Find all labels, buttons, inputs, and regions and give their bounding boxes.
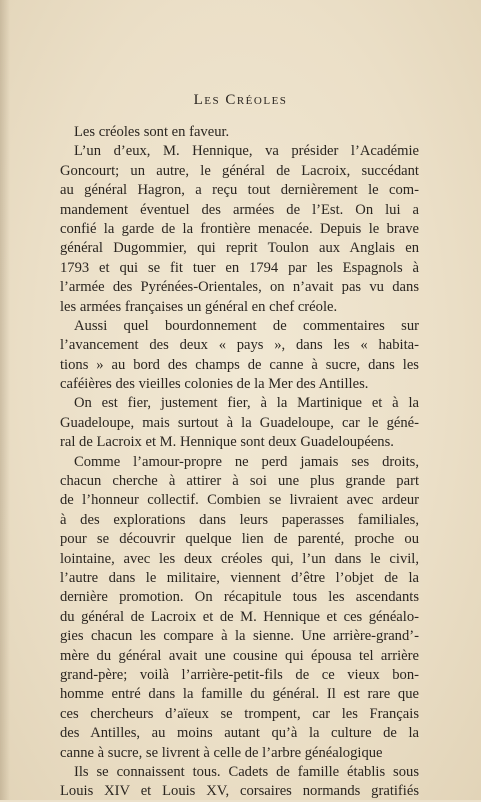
text-line: du général de Lacroix et de M. Hennique et ces généalo- [60,608,419,625]
text-line: pour se découvrir quelque lien de parenté, proche ou [60,531,419,548]
text-line: homme entré dans la famille du général. Il est rare que [60,686,419,703]
text-line: Louis XIV et Louis XV, corsaires normands gratifiés [60,783,419,800]
text-line: l’avancement des deux « pays », dans les « habita- [60,337,419,354]
text-line: chacun cherche à attirer à soi une plus grande part [60,473,419,490]
text-line: Guadeloupe, mais surtout à la Guadeloupe, car le géné- [60,414,419,431]
text-line: au général Hagron, a reçu tout dernièrement le com- [60,182,419,199]
text-line: des Antilles, au moins autant qu’à la culture de la [60,725,419,742]
text-line: Les créoles sont en faveur. [74,124,230,140]
text-line: Ils se connaissent tous. Cadets de famille établis sous [74,763,419,780]
text-line: confié la garde de la frontière menacée. Depuis le brave [60,220,419,237]
text-line: l’armée des Pyrénées-Orientales, on n’avait pas vu dans [60,279,419,296]
text-line: les armées françaises un général en chef créole. [60,298,338,315]
text-line: mandement éventuel des armées de l’Est. On lui a [60,201,419,218]
text-line: ces chercheurs d’aïeux se trompent, car les Français [60,705,419,722]
text-line: caféières des vieilles colonies de la Mer des Antilles. [60,376,369,393]
text-line: Goncourt; un autre, le général de Lacroix, succédant [60,162,419,179]
text-line: canne à sucre, se livrent à celle de l’arbre généalogique [60,744,383,761]
text-line: grand-père; voilà l’arrière-petit-fils de ce vieux bon- [60,666,419,683]
body-text [60,123,419,802]
running-head: Les Créoles [193,92,288,108]
text-line: Comme l’amour-propre ne perd jamais ses droits, [74,453,419,470]
text-line: mère du général avait une cousine qui épousa tel arrière [60,647,419,664]
text-line: l’autre dans le militaire, viennent d’être l’objet de la [60,569,419,586]
text-line: à des explorations dans leurs paperasses familiales, [60,511,419,528]
text-line: dernière promotion. On récapitule tous les ascendants [60,589,419,606]
text-line: gies chacun les compare à la sienne. Une arrière-grand’- [60,628,419,645]
text-line: On est fier, justement fier, à la Martinique et à la [74,395,419,412]
text-line: Aussi quel bourdonnement de commentaires sur [74,317,419,334]
text-line: lointaine, avec les deux créoles qui, l’un dans le civil, [60,550,419,567]
text-line: tions » au bord des champs de canne à sucre, dans les [60,356,419,373]
text-line: général Dugommier, qui reprit Toulon aux Anglais en [60,240,419,257]
spine-shadow [0,0,10,800]
text-line: 1793 et qui se fit tuer en 1794 par les Espagnols à [60,259,419,276]
text-line: de l’honneur collectif. Combien se livraient avec ardeur [60,492,419,509]
text-line: ral de Lacroix et M. Hennique sont deux Guadeloupéens. [60,434,394,451]
text-line: L’un d’eux, M. Hennique, va présider l’Académie [74,143,419,160]
